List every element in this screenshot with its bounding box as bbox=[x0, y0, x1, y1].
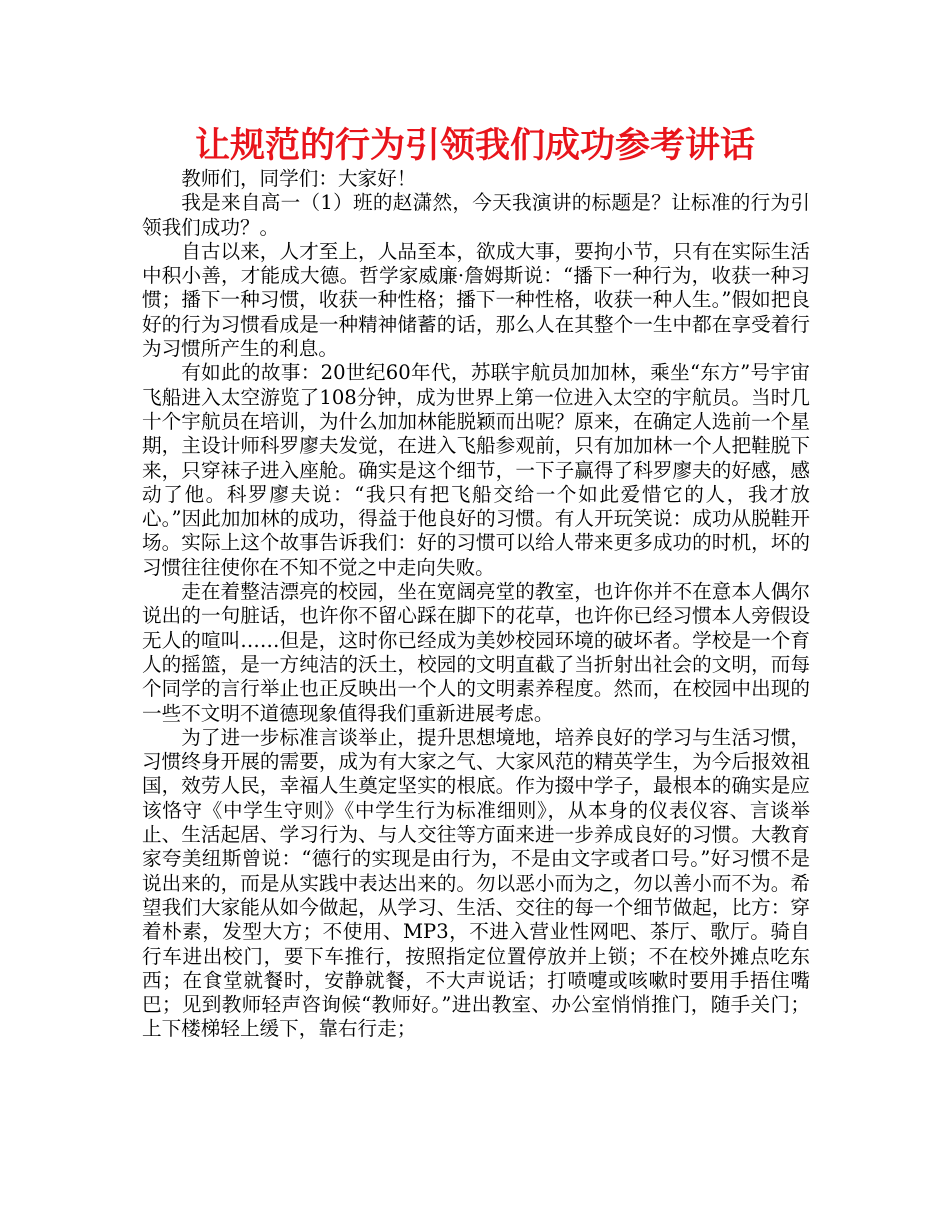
paragraph-standards: 为了进一步标准言谈举止，提升思想境地，培养良好的学习与生活习惯，习惯终身开展的需要，成为有大家之气、大家风范的精英学生，为今后报效祖国，效劳人民，幸福人生奠定坚实的根底。作为掇中学子，最根本的确实是应该恪守《中学生守则》《中学生行为标准细则》，从本身的仪表仪容、言谈举止、生活起居、学习行为、与人交往等方面来进一步养成良好的习惯。大教育家夸美纽斯曾说：“德行的实现是由行为，不是由文字或者口号。”好习惯不是说出来的，而是从实践中表达出来的。勿以恶小而为之，勿以善小而不为。希望我们大家能从如今做起，从学习、生活、交往的每一个细节做起，比方：穿着朴素，发型大方；不使用、MP3，不进入营业性网吧、茶厅、歌厅。骑自行车进出校门，要下车推行，按照指定位置停放并上锁；不在校外摊点吃东西；在食堂就餐时，安静就餐，不大声说话；打喷嚏或咳嗽时要用手捂住嘴巴；见到教师轻声咨询候“教师好。”进出教室、办公室悄悄推门，随手关门；上下楼梯轻上缓下，靠右行走； bbox=[142, 725, 810, 1041]
paragraph-habits-quote: 自古以来，人才至上，人品至本，欲成大事，要拘小节，只有在实际生活中积小善，才能成大德。哲学家威廉·詹姆斯说：“播下一种行为，收获一种习惯；播下一种习惯，收获一种性格；播下一种性格，收获一种人生。”假如把良好的行为习惯看成是一种精神储蓄的话，那么人在其整个一生中都在享受着行为习惯所产生的利息。 bbox=[142, 239, 810, 361]
document-body bbox=[142, 167, 810, 1042]
paragraph-greeting: 教师们，同学们：大家好！ bbox=[181, 167, 417, 190]
paragraph-introduction: 我是来自高一（1）班的赵潇然，今天我演讲的标题是？让标准的行为引领我们成功？。 bbox=[142, 191, 810, 239]
paragraph-gagarin-story: 有如此的故事：20世纪60年代，苏联宇航员加加林，乘坐“东方”号宇宙飞船进入太空游览了108分钟，成为世界上第一位进入太空的宇航员。当时几十个宇航员在培训，为什么加加林能脱颖而出呢？原来，在确定人选前一个星期，主设计师科罗廖夫发觉，在进入飞船参观前，只有加加林一个人把鞋脱下来，只穿袜子进入座舱。确实是这个细节，一下子赢得了科罗廖夫的好感，感动了他。科罗廖夫说：“我只有把飞船交给一个如此爱惜它的人，我才放心。”因此加加林的成功，得益于他良好的习惯。有人开玩笑说：成功从脱鞋开场。实际上这个故事告诉我们：好的习惯可以给人带来更多成功的时机，坏的习惯往往使你在不知不觉之中走向失败。 bbox=[142, 361, 810, 579]
document-title: 让规范的行为引领我们成功参考讲话 bbox=[194, 126, 755, 166]
paragraph-campus: 走在着整洁漂亮的校园，坐在宽阔亮堂的教室，也许你并不在意本人偶尔说出的一句脏话，也许你不留心踩在脚下的花草，也许你已经习惯本人旁假设无人的喧叫……但是，这时你已经成为美妙校园环境的破坏者。学校是一个育人的摇篮，是一方纯洁的沃土，校园的文明直截了当折射出社会的文明，而每个同学的言行举止也正反映出一个人的文明素养程度。然而，在校园中出现的一些不文明不道德现象值得我们重新进展考虑。 bbox=[142, 580, 810, 725]
